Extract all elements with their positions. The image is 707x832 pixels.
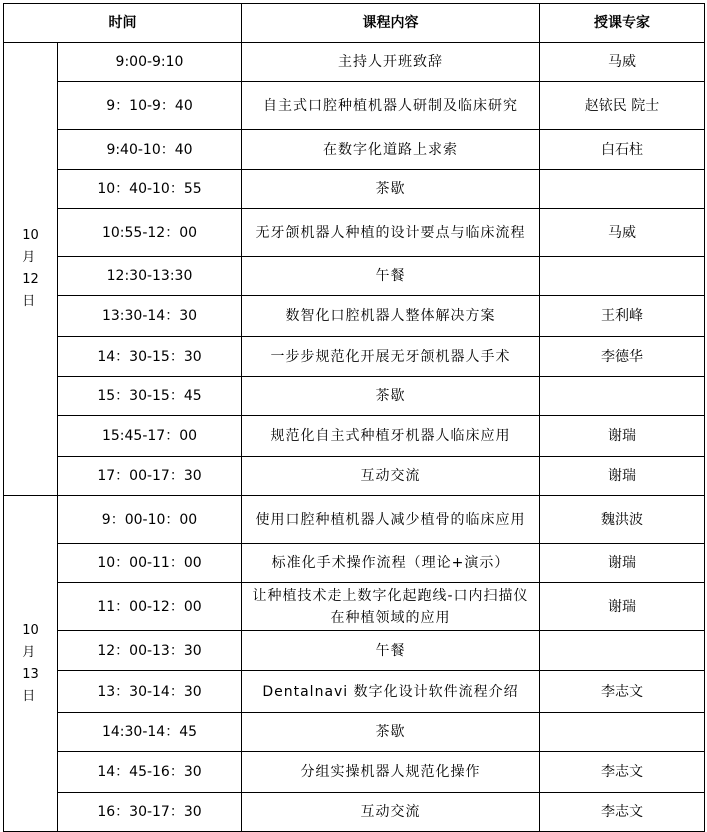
- session-time: 17：00-17：30: [58, 457, 242, 496]
- session-row: [4, 752, 705, 793]
- session-row: [4, 82, 705, 130]
- session-time: 13：30-14：30: [58, 671, 242, 713]
- session-time: 9：10-9：40: [58, 82, 242, 130]
- header-expert: 授课专家: [540, 4, 705, 43]
- session-row: [4, 416, 705, 457]
- session-time: 12:30-13:30: [58, 257, 242, 296]
- session-course: 一步步规范化开展无牙颌机器人手术: [242, 337, 540, 377]
- session-row: [4, 377, 705, 416]
- schedule-table: [3, 3, 705, 832]
- session-time: 14：45-16：30: [58, 752, 242, 793]
- session-expert: [540, 631, 705, 671]
- session-row: [4, 457, 705, 496]
- session-row: [4, 170, 705, 209]
- session-time: 14：30-15：30: [58, 337, 242, 377]
- session-row: [4, 337, 705, 377]
- header-row: [4, 4, 705, 43]
- session-course: 让种植技术走上数字化起跑线-口内扫描仪在种植领域的应用: [242, 583, 540, 631]
- session-course: Dentalnavi 数字化设计软件流程介绍: [242, 671, 540, 713]
- day-date-line: 日: [22, 688, 36, 704]
- session-expert: 魏洪波: [540, 496, 705, 544]
- session-course: 茶歇: [242, 170, 540, 209]
- session-time: 9:00-9:10: [58, 43, 242, 82]
- session-time: 10：40-10：55: [58, 170, 242, 209]
- session-course: 在数字化道路上求索: [242, 130, 540, 170]
- session-expert: 王利峰: [540, 296, 705, 337]
- session-time: 11：00-12：00: [58, 583, 242, 631]
- session-course: 标准化手术操作流程（理论+演示）: [242, 544, 540, 583]
- session-time: 12：00-13：30: [58, 631, 242, 671]
- session-course: 无牙颌机器人种植的设计要点与临床流程: [242, 209, 540, 257]
- day-date-line: 月: [22, 644, 36, 660]
- session-course: 自主式口腔种植机器人研制及临床研究: [242, 82, 540, 130]
- session-row: [4, 257, 705, 296]
- session-course: 互动交流: [242, 457, 540, 496]
- session-time: 13:30-14：30: [58, 296, 242, 337]
- session-expert: [540, 257, 705, 296]
- session-row: [4, 713, 705, 752]
- day-date: [22, 620, 39, 708]
- session-course: 分组实操机器人规范化操作: [242, 752, 540, 793]
- session-time: 10:55-12：00: [58, 209, 242, 257]
- session-expert: 李志文: [540, 671, 705, 713]
- session-row: [4, 296, 705, 337]
- session-row: [4, 544, 705, 583]
- session-expert: 李志文: [540, 752, 705, 793]
- session-course: 茶歇: [242, 713, 540, 752]
- session-row: [4, 583, 705, 631]
- session-course: 互动交流: [242, 793, 540, 832]
- session-expert: 谢瑞: [540, 544, 705, 583]
- session-course: 使用口腔种植机器人减少植骨的临床应用: [242, 496, 540, 544]
- session-expert: 谢瑞: [540, 583, 705, 631]
- day-date: [22, 225, 39, 313]
- session-row: [4, 209, 705, 257]
- session-time: 16：30-17：30: [58, 793, 242, 832]
- day-date-line: 12: [22, 272, 39, 287]
- schedule-body: [4, 43, 705, 832]
- day-date-cell: [4, 496, 58, 832]
- session-time: 10：00-11：00: [58, 544, 242, 583]
- day-date-line: 13: [22, 666, 39, 682]
- session-row: [4, 43, 705, 82]
- day-date-line: 10: [22, 622, 39, 638]
- session-expert: 谢瑞: [540, 416, 705, 457]
- session-course: 午餐: [242, 631, 540, 671]
- session-expert: 李志文: [540, 793, 705, 832]
- day-date-line: 10: [22, 228, 39, 243]
- session-course: 数智化口腔机器人整体解决方案: [242, 296, 540, 337]
- session-time: 9:40-10：40: [58, 130, 242, 170]
- session-expert: 白石柱: [540, 130, 705, 170]
- header-time: 时间: [4, 4, 242, 43]
- session-time: 15:45-17：00: [58, 416, 242, 457]
- session-expert: 马威: [540, 43, 705, 82]
- session-course: 午餐: [242, 257, 540, 296]
- day-date-cell: [4, 43, 58, 496]
- session-expert: [540, 713, 705, 752]
- session-time: 14:30-14：45: [58, 713, 242, 752]
- day-date-line: 月: [22, 250, 36, 265]
- session-expert: 谢瑞: [540, 457, 705, 496]
- session-row: [4, 671, 705, 713]
- session-row: [4, 130, 705, 170]
- session-course: 茶歇: [242, 377, 540, 416]
- session-time: 15：30-15：45: [58, 377, 242, 416]
- session-time: 9：00-10：00: [58, 496, 242, 544]
- session-expert: 李德华: [540, 337, 705, 377]
- session-course: 规范化自主式种植牙机器人临床应用: [242, 416, 540, 457]
- day-date-line: 日: [22, 294, 36, 309]
- session-expert: 赵铱民 院士: [540, 82, 705, 130]
- session-course: 主持人开班致辞: [242, 43, 540, 82]
- session-row: [4, 631, 705, 671]
- session-expert: [540, 377, 705, 416]
- session-row: [4, 496, 705, 544]
- session-expert: [540, 170, 705, 209]
- header-course: 课程内容: [242, 4, 540, 43]
- session-expert: 马威: [540, 209, 705, 257]
